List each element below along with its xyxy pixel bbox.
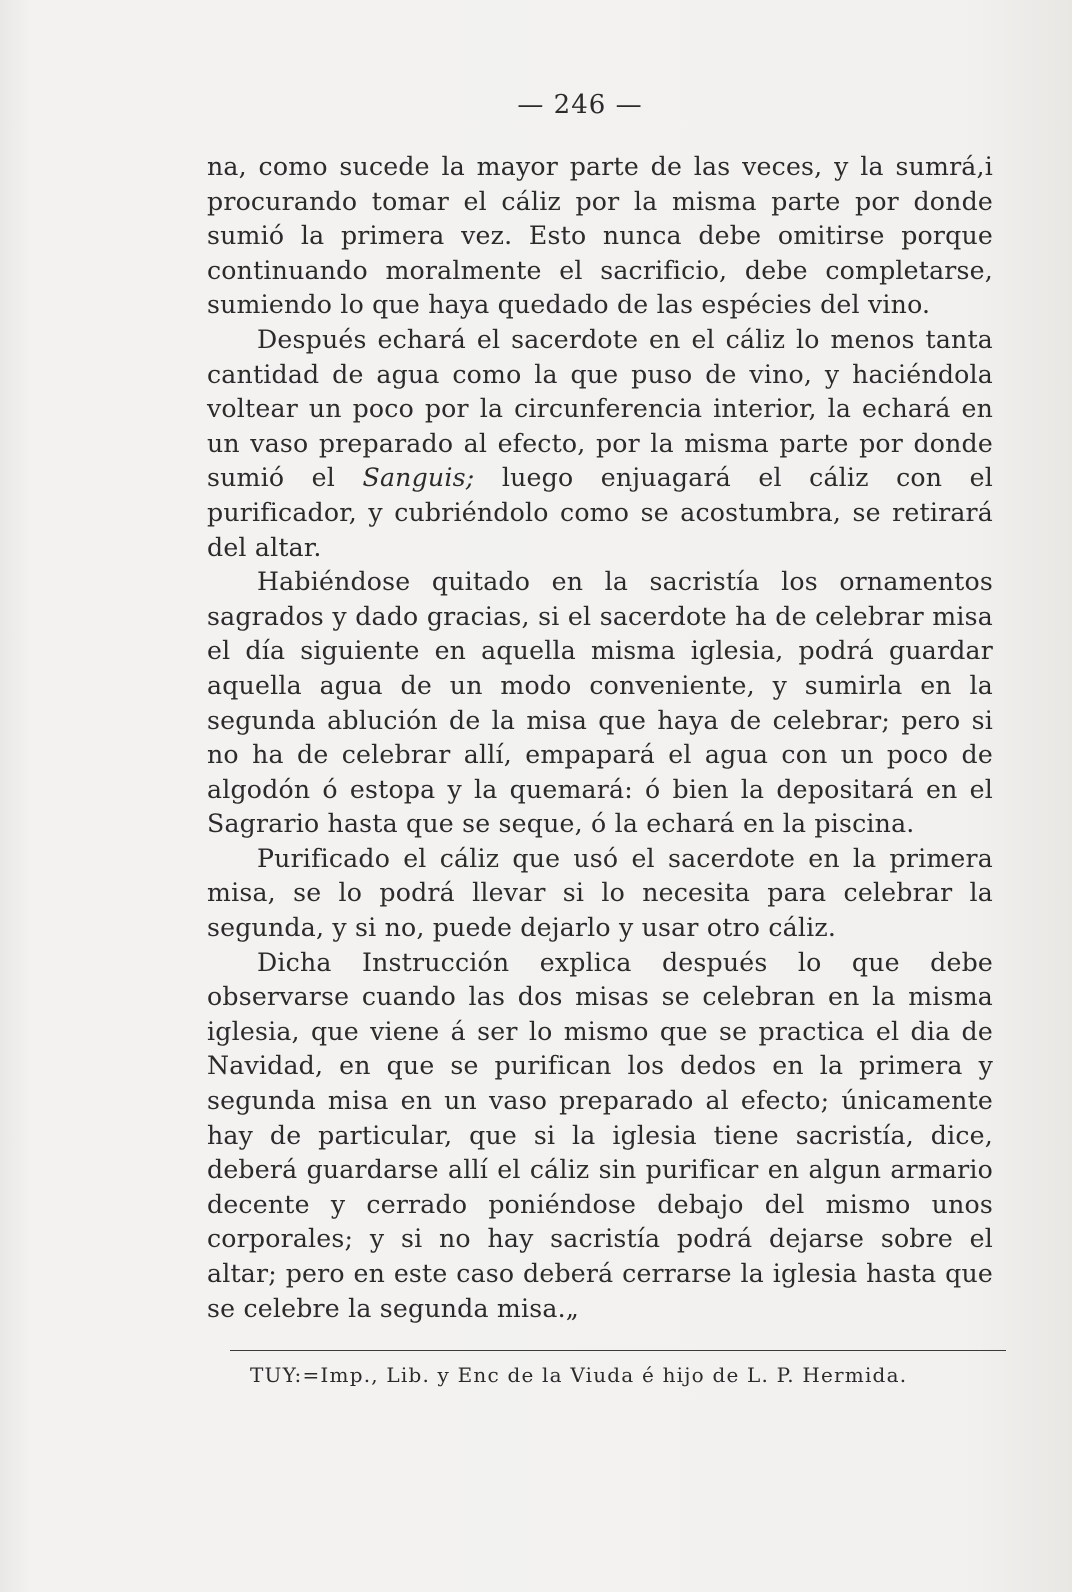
paragraph-text: luego enjuagará el cáliz con el purificador, y cubriéndolo como se acostumbra, se retirará del altar. [207,463,993,562]
paragraph: Purificado el cáliz que usó el sacerdote en la primera misa, se lo podrá llevar si lo necesita para celebrar la segunda, y si no, puede dejarlo y usar otro cáliz. [207,843,993,943]
paragraph: Dicha Instrucción explica después lo que debe observarse cuando las dos misas se celebran en la misma iglesia, que viene á ser lo mismo que se practica el dia de Navidad, en que se purifican los dedos en la primera y segunda misa en un vaso preparado al efecto; únicamente hay de particular, que si la iglesia tiene sacristía, dice, deberá guardarse allí el cáliz sin purificar en algun armario decente y cerrado poniéndose debajo del mismo unos corporales; y si no hay sacristía podrá dejarse sobre el altar; pero en este caso deberá cerrarse la iglesia hasta que se celebre la segunda misa.„ [207,947,993,1323]
footer-rule [230,1350,1006,1351]
body-text [207,150,993,1326]
printer-imprint: TUY:=Imp., Lib. y Enc de la Viuda é hijo de L. P. Hermida. [250,1363,908,1387]
page-number: — 246 — [517,90,643,120]
paragraph-text: Después echará el sacerdote en el cáliz lo menos tanta cantidad de agua como la que puso de vino, y haciéndola voltear un poco por la circunferencia interior, la echará en un vaso preparado al efecto, por la misma parte por donde sumió el [207,324,993,493]
paragraph: Habiéndose quitado en la sacristía los ornamentos sagrados y dado gracias, si el sacerdote ha de celebrar misa el día siguiente en aquella misma iglesia, podrá guardar aquella agua de un modo conveniente, y sumirla en la segunda ablución de la misa que haya de celebrar; pero si no ha de celebrar allí, empapará el agua con un poco de algodón ó estopa y la quemará: ó bien la depositará en el Sagrario hasta que se seque, ó la echará en la piscina. [207,567,993,839]
paragraph [207,323,993,565]
latin-term: Sanguis; [362,463,475,493]
paragraph: na, como sucede la mayor parte de las veces, y la sumrá,i procurando tomar el cáliz por la misma parte por donde sumió la primera vez. Esto nunca debe omitirse porque continuando moralmente el sacrificio, debe completarse, sumiendo lo que haya quedado de las espécies del vino. [207,152,993,320]
